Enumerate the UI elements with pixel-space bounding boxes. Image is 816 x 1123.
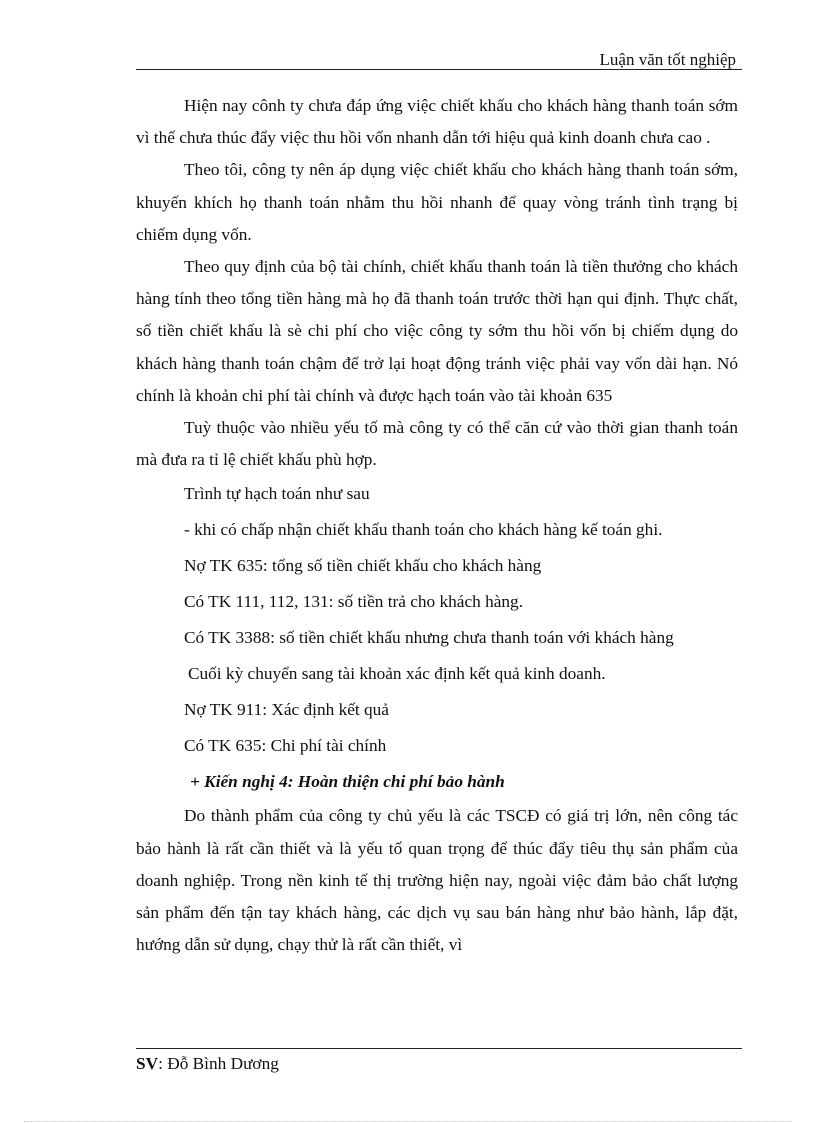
line-credit-3388: Có TK 3388: số tiền chiết khấu nhưng chưa thanh toán với khách hàng — [184, 628, 674, 648]
footer-name: : Đỗ Bình Dương — [158, 1054, 279, 1073]
header-rule — [136, 69, 742, 70]
paragraph-4: Tuỳ thuộc vào nhiều yếu tố mà công ty có thể căn cứ vào thời gian thanh toán mà đưa ra tỉ lệ chiết khấu phù hợp. — [136, 418, 738, 470]
page-content — [136, 90, 738, 961]
line-debit-911: Nợ TK 911: Xác định kết quả — [184, 700, 389, 720]
paragraph-3: Theo quy định của bộ tài chính, chiết khấu thanh toán là tiền thưởng cho khách hàng tính theo tổng tiền hàng mà họ đã thanh toán trước thời hạn qui định. Thực chất, số tiền chiết khấu là sè chi phí cho việc công ty sớm thu hồi vốn bị chiếm dụng do khách hàng thanh toán chậm để trở lại hoạt động tránh việc phải vay vốn dài hạn. Nó chính là khoản chi phí tài chính và được hạch toán vào tài khoản 635 — [136, 257, 738, 405]
section-heading: + Kiến nghị 4: Hoàn thiện chi phí bảo hành — [190, 772, 505, 792]
line-period-end: Cuối kỳ chuyển sang tài khoản xác định kết quả kinh doanh. — [188, 664, 606, 684]
paragraph-2: Theo tôi, công ty nên áp dụng việc chiết khấu cho khách hàng thanh toán sớm, khuyến khích họ thanh toán nhằm thu hồi nhanh để quay vòng tránh tình trạng bị chiếm dụng vốn. — [136, 160, 738, 244]
footer-label: SV — [136, 1054, 159, 1073]
footer-author — [136, 1053, 279, 1075]
line-procedure-title: Trình tự hạch toán như sau — [184, 484, 370, 504]
paragraph-5: Do thành phẩm của công ty chủ yếu là các TSCĐ có giá trị lớn, nên công tác bảo hành là rất cần thiết và là yếu tố quan trọng để thúc đẩy tiêu thụ sản phẩm của doanh nghiệp. Trong nền kinh tế thị trường hiện nay, ngoài việc đảm bảo chất lượng sản phẩm đến tận tay khách hàng, các dịch vụ sau bán hàng như bảo hành, lắp đặt, hướng dẫn sử dụng, chạy thử là rất cần thiết, vì — [136, 806, 738, 955]
line-credit-111: Có TK 111, 112, 131: số tiền trả cho khách hàng. — [184, 592, 524, 612]
running-header-title: Luận văn tốt nghiệp — [599, 50, 736, 69]
line-credit-635: Có TK 635: Chi phí tài chính — [184, 736, 387, 756]
line-debit-635: Nợ TK 635: tổng số tiền chiết khấu cho khách hàng — [184, 556, 542, 576]
footer-rule — [136, 1048, 742, 1049]
line-discount-accepted: - khi có chấp nhận chiết khấu thanh toán cho khách hàng kế toán ghi. — [184, 520, 663, 540]
page-bottom-dotted-line — [24, 1121, 792, 1122]
paragraph-1: Hiện nay cônh ty chưa đáp ứng việc chiết khấu cho khách hàng thanh toán sớm vì thế chưa thúc đẩy việc thu hồi vốn nhanh dẫn tới hiệu quả kinh doanh chưa cao . — [136, 96, 738, 148]
